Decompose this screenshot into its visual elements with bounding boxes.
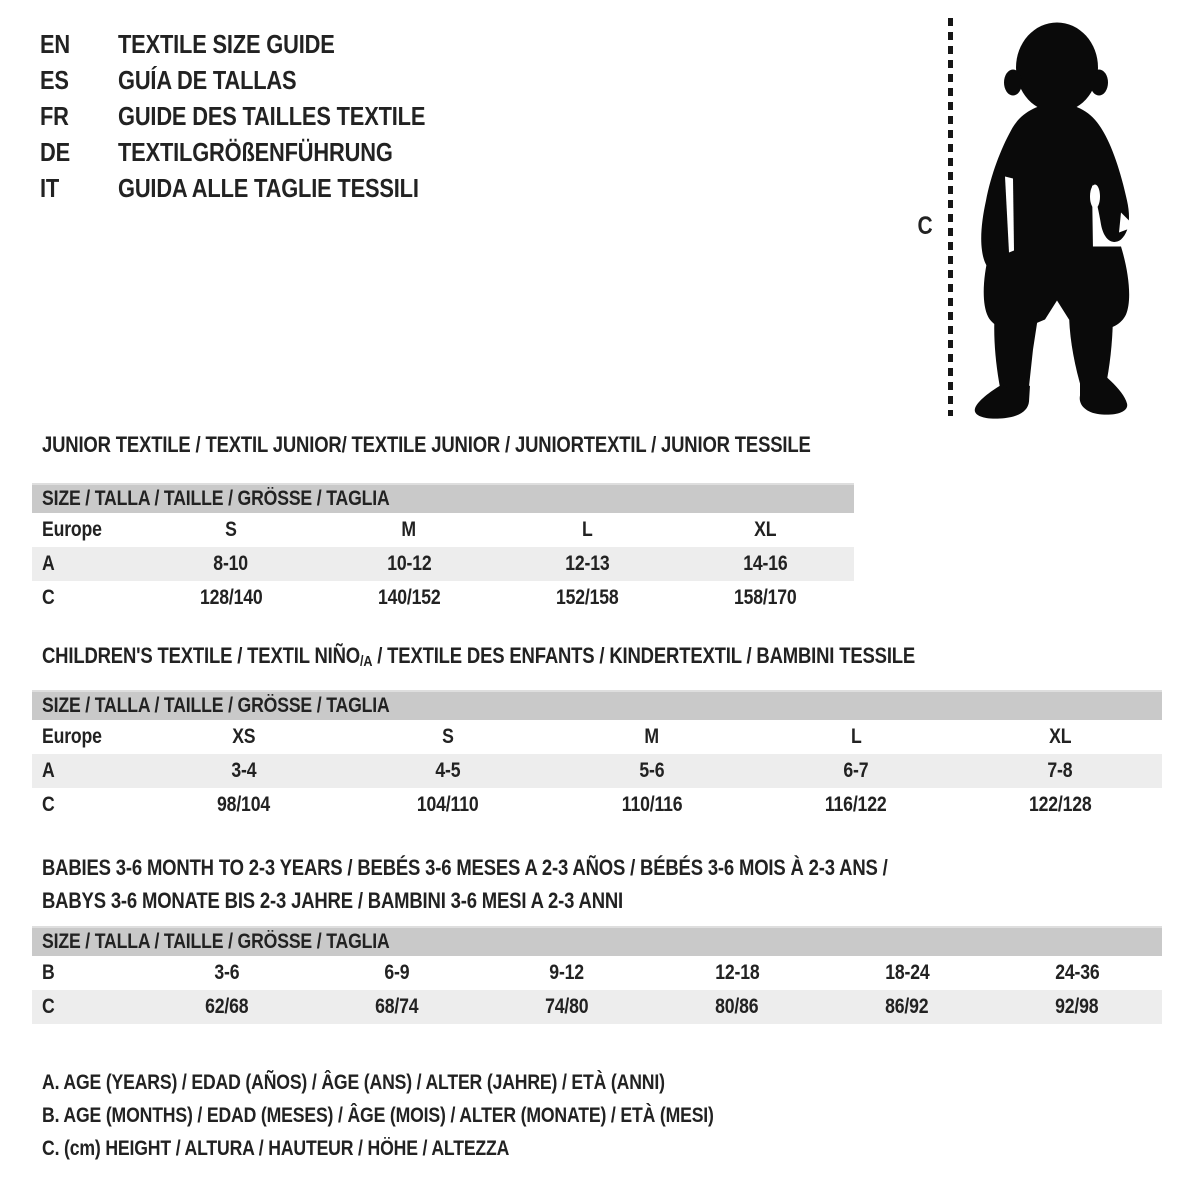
table-cell: 98/104 (217, 793, 271, 816)
row-label: C (42, 995, 55, 1018)
table-cell: 80/86 (715, 995, 759, 1018)
table-cell: 3-4 (231, 759, 257, 782)
table-cell: L (850, 725, 862, 748)
table-cell: 4-5 (435, 759, 461, 782)
table-cell: 116/122 (825, 793, 887, 816)
legend-text: A. AGE (YEARS) / EDAD (AÑOS) / ÂGE (ANS) / ALTER (JAHRE) / ETÀ (ANNI) (42, 1070, 665, 1094)
table-cell: XS (232, 725, 256, 748)
table-cell: 7-8 (1047, 759, 1073, 782)
table-cell: 158/170 (733, 586, 797, 609)
table-cell: XL (753, 518, 777, 541)
legend-text: B. AGE (MONTHS) / EDAD (MESES) / ÂGE (MOIS) / ALTER (MONATE) / ETÀ (MESI) (42, 1103, 714, 1127)
size-header-label: SIZE / TALLA / TAILLE / GRÖSSE / TAGLIA (42, 930, 390, 953)
junior-table-header (32, 483, 854, 513)
table-cell: 6-9 (384, 961, 410, 984)
babies-table-header (32, 926, 1162, 956)
table-cell: XL (1048, 725, 1072, 748)
table-cell: 128/140 (199, 586, 263, 609)
table-row-age-years (32, 547, 854, 581)
table-row-europe (32, 513, 854, 547)
legend-line-a (42, 1066, 842, 1099)
table-cell: 86/92 (885, 995, 929, 1018)
legend-line-c (42, 1132, 842, 1165)
language-code: IT (40, 172, 60, 203)
language-label: GUÍA DE TALLAS (118, 64, 297, 95)
children-table-header (32, 690, 1162, 720)
table-cell: 92/98 (1055, 995, 1099, 1018)
table-row-height-cm (32, 581, 854, 615)
language-row-es (40, 62, 484, 98)
table-cell: M (644, 725, 660, 748)
table-cell: 140/152 (377, 586, 441, 609)
row-label: C (42, 793, 55, 816)
table-cell: 5-6 (639, 759, 665, 782)
table-cell: 10-12 (386, 552, 432, 575)
table-cell: L (581, 518, 593, 541)
table-cell: 8-10 (213, 552, 249, 575)
legend-line-b (42, 1099, 842, 1132)
table-row-europe (32, 720, 1162, 754)
language-code: FR (40, 100, 69, 131)
table-row-height-cm (32, 990, 1162, 1024)
size-header-label: SIZE / TALLA / TAILLE / GRÖSSE / TAGLIA (42, 694, 390, 717)
row-label: C (42, 586, 55, 609)
junior-section-title-text: JUNIOR TEXTILE / TEXTIL JUNIOR/ TEXTILE JUNIOR / JUNIORTEXTIL / JUNIOR TESSILE (42, 432, 811, 457)
table-cell: 62/68 (205, 995, 249, 1018)
children-size-table (32, 690, 1162, 822)
legend-text: C. (cm) HEIGHT / ALTURA / HAUTEUR / HÖHE / ALTEZZA (42, 1136, 510, 1160)
table-row-age-years (32, 754, 1162, 788)
table-cell: 9-12 (549, 961, 585, 984)
size-header-label: SIZE / TALLA / TAILLE / GRÖSSE / TAGLIA (42, 487, 390, 510)
nino-a-suffix: /A (359, 653, 373, 670)
table-cell: 104/110 (417, 793, 479, 816)
babies-section-title (42, 851, 1049, 917)
table-cell: 12-18 (714, 961, 760, 984)
table-cell: 24-36 (1054, 961, 1100, 984)
row-label: A (42, 552, 55, 575)
table-cell: 68/74 (375, 995, 419, 1018)
row-label: Europe (42, 725, 102, 748)
table-cell: 14-16 (742, 552, 788, 575)
language-label: GUIDE DES TAILLES TEXTILE (118, 100, 426, 131)
language-code: ES (40, 64, 69, 95)
language-code: DE (40, 136, 71, 167)
babies-size-table (32, 926, 1162, 1024)
table-cell: 3-6 (214, 961, 240, 984)
row-label: B (42, 961, 55, 984)
height-dashed-line (948, 18, 953, 416)
table-cell: 18-24 (884, 961, 930, 984)
language-label: GUIDA ALLE TAGLIE TESSILI (118, 172, 419, 203)
table-cell: 122/128 (1028, 793, 1092, 816)
row-label: A (42, 759, 55, 782)
babies-title-line2: BABYS 3-6 MONATE BIS 2-3 JAHRE / BAMBINI 3-6 MESI A 2-3 ANNI (42, 888, 624, 913)
measure-legend (42, 1066, 842, 1165)
table-cell: 6-7 (843, 759, 869, 782)
babies-title-line1: BABIES 3-6 MONTH TO 2-3 YEARS / BEBÉS 3-6 MESES A 2-3 AÑOS / BÉBÉS 3-6 MOIS À 2-3 ANS / (42, 855, 888, 880)
baby-silhouette-icon (963, 14, 1135, 420)
table-row-age-months (32, 956, 1162, 990)
language-row-en (40, 26, 484, 62)
junior-size-table (32, 483, 854, 615)
row-label: Europe (42, 518, 102, 541)
table-cell: M (401, 518, 417, 541)
table-cell: 152/158 (555, 586, 619, 609)
children-section-title-text: CHILDREN'S TEXTILE / TEXTIL NIÑO/A / TEXTILE DES ENFANTS / KINDERTEXTIL / BAMBINI TESSILE (42, 643, 916, 670)
table-row-height-cm (32, 788, 1162, 822)
language-row-it (40, 170, 484, 206)
language-row-fr (40, 98, 484, 134)
language-list (40, 26, 484, 206)
table-cell: 74/80 (545, 995, 589, 1018)
table-cell: S (225, 518, 237, 541)
language-label: TEXTILGRÖßENFÜHRUNG (118, 136, 393, 167)
language-code: EN (40, 28, 71, 59)
children-section-title (42, 644, 1081, 671)
table-cell: 110/116 (621, 793, 683, 816)
table-cell: 12-13 (564, 552, 610, 575)
junior-section-title (42, 433, 957, 457)
table-cell: S (442, 725, 454, 748)
language-label: TEXTILE SIZE GUIDE (118, 28, 335, 59)
height-measure-label: C (917, 212, 933, 240)
language-row-de (40, 134, 484, 170)
